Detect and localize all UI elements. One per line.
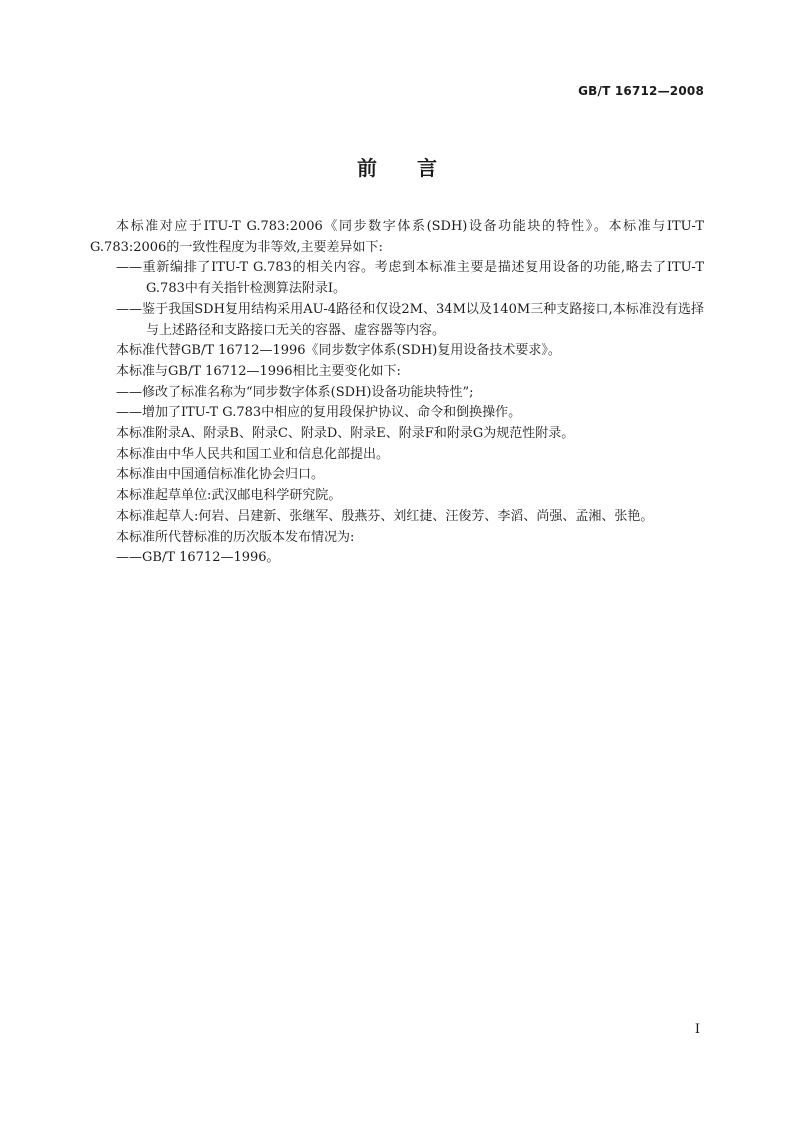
- paragraph-replaces: 本标准代替GB/T 16712—1996《同步数字体系(SDH)复用设备技术要求》。: [116, 343, 561, 359]
- paragraph-under-jurisdiction: 本标准由中国通信标准化协会归口。: [116, 467, 325, 483]
- document-code: GB/T 16712—2008: [578, 84, 704, 98]
- list-item-omitted-content: ——鉴于我国SDH复用结构采用AU-4路径和仅设2M、34M以及140M三种支路接口,本标准没有选择与上述路径和支路接口无关的容器、虚容器等内容。: [116, 301, 704, 338]
- page-number: I: [694, 1022, 700, 1037]
- paragraph-drafters: 本标准起草人:何岩、吕建新、张继军、殷燕芬、刘红捷、汪俊芳、李滔、尚强、孟湘、张艳。: [116, 508, 654, 524]
- paragraph-drafting-unit: 本标准起草单位:武汉邮电科学研究院。: [116, 488, 342, 504]
- list-item-rearranged: ——重新编排了ITU-T G.783的相关内容。考虑到本标准主要是描述复用设备的功能,略去了ITU-T G.783中有关指针检测算法附录I。: [116, 260, 704, 297]
- paragraph-proposed-by: 本标准由中华人民共和国工业和信息化部提出。: [116, 446, 390, 462]
- list-item-previous-edition: ——GB/T 16712—1996。: [116, 550, 280, 566]
- paragraph-normative-annexes: 本标准附录A、附录B、附录C、附录D、附录E、附录F和附录G为规范性附录。: [116, 426, 575, 442]
- paragraph-history-intro: 本标准所代替标准的历次版本发布情况为:: [116, 529, 355, 545]
- foreword-body: [90, 217, 704, 569]
- list-item-name-change: ——修改了标准名称为“同步数字体系(SDH)设备功能块特性”;: [116, 384, 474, 400]
- paragraph-correspondence: 本标准对应于ITU-T G.783:2006《同步数字体系(SDH)设备功能块的特性》。本标准与ITU-T G.783:2006的一致性程度为非等效,主要差异如下:: [90, 219, 704, 255]
- paragraph-changes-intro: 本标准与GB/T 16712—1996相比主要变化如下:: [116, 363, 401, 379]
- page-title: 前言: [357, 156, 477, 180]
- list-item-added-protocol: ——增加了ITU-T G.783中相应的复用段保护协议、命令和倒换操作。: [116, 405, 522, 421]
